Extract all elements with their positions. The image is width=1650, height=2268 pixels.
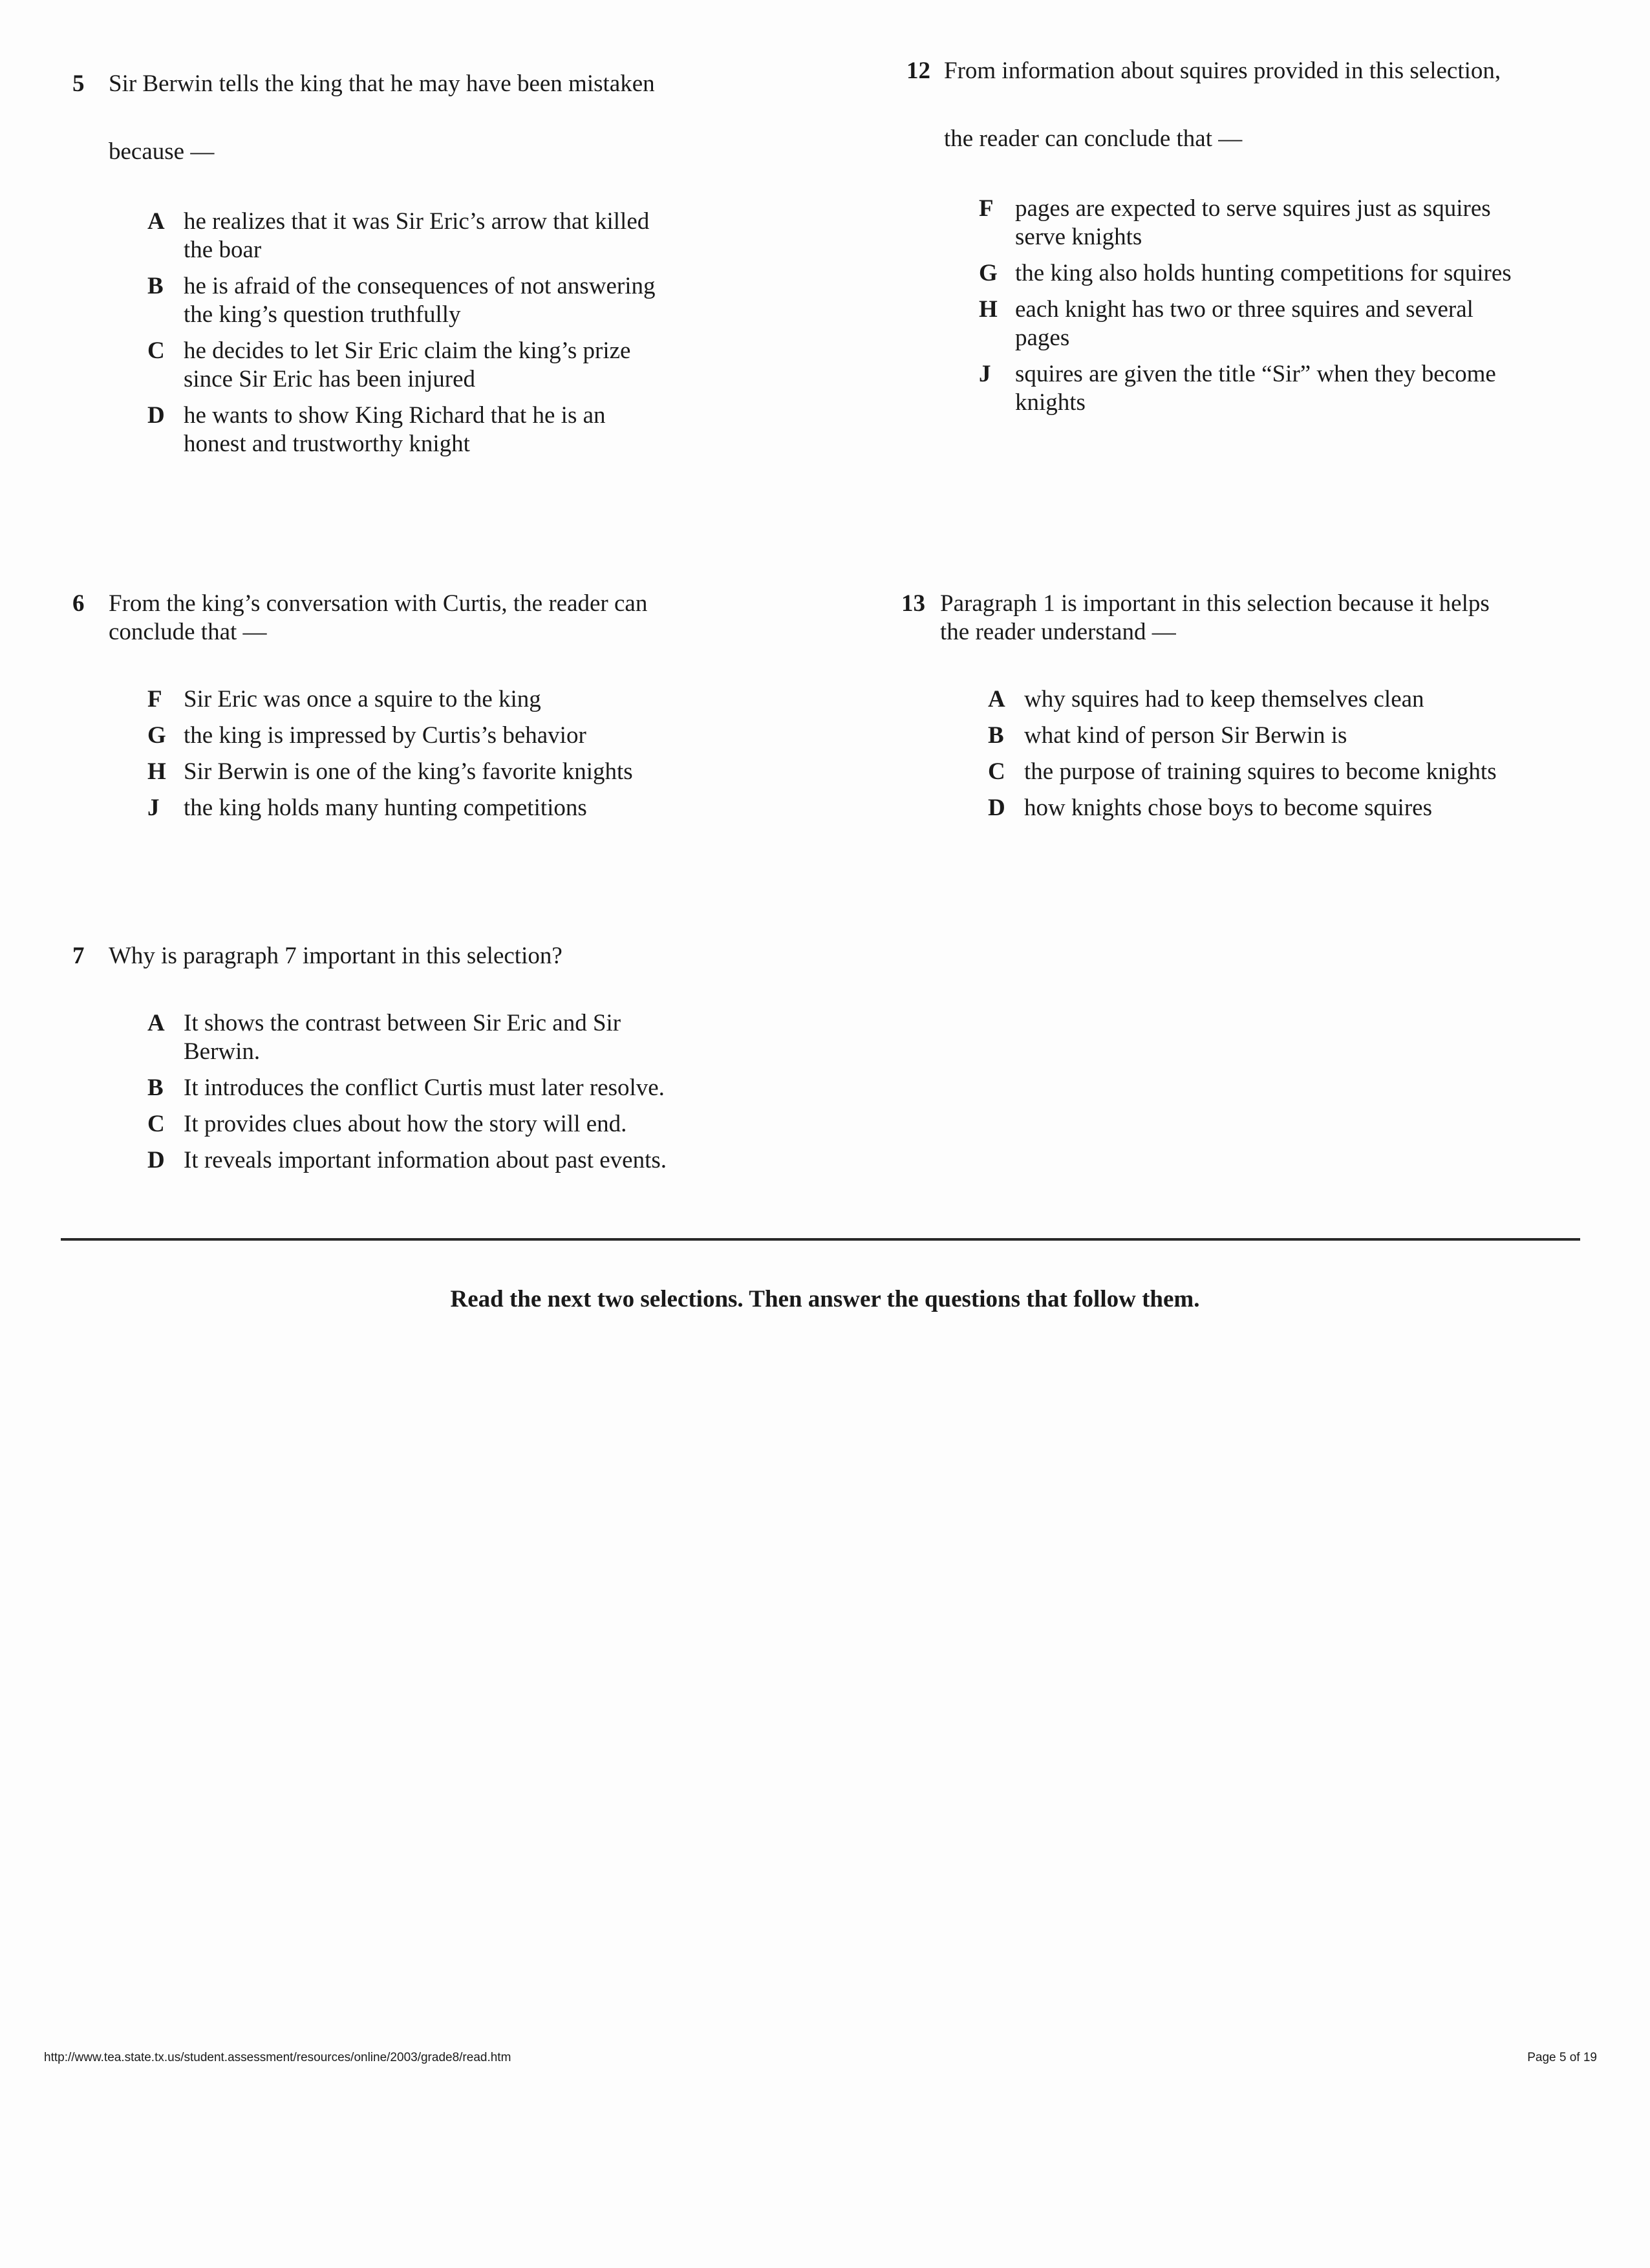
option-letter: F [979, 195, 994, 222]
option-text-line: how knights chose boys to become squires [1024, 795, 1432, 821]
option-text-line: honest and trustworthy knight [184, 431, 470, 457]
answer-option-h[interactable] [979, 295, 1618, 352]
option-text-line: It provides clues about how the story will end. [184, 1111, 627, 1137]
answer-option-a[interactable] [147, 208, 745, 264]
answer-option-d[interactable] [988, 794, 1619, 822]
answer-option-b[interactable] [147, 272, 745, 329]
option-text-line: Sir Berwin is one of the king’s favorite knights [184, 758, 633, 785]
option-letter: G [147, 722, 166, 749]
option-text-line: Sir Eric was once a squire to the king [184, 686, 541, 712]
answer-option-d[interactable] [147, 401, 745, 458]
option-letter: C [147, 337, 165, 364]
option-text-line: It introduces the conflict Curtis must later resolve. [184, 1075, 665, 1101]
question-stem [72, 590, 745, 647]
option-letter: D [147, 402, 165, 429]
question-stem [906, 57, 1618, 153]
option-text-line: the king is impressed by Curtis’s behavior [184, 722, 586, 749]
question-stem-line: the reader understand — [940, 619, 1176, 645]
question-number: 6 [72, 590, 85, 617]
option-text-line: the purpose of training squires to become knights [1024, 758, 1497, 785]
option-text-line: serve knights [1015, 224, 1142, 250]
answer-options [906, 195, 1618, 417]
option-text-line: the king also holds hunting competitions for squires [1015, 260, 1512, 286]
option-letter: F [147, 686, 162, 712]
option-letter: J [147, 795, 160, 821]
option-text-line: why squires had to keep themselves clean [1024, 686, 1424, 712]
answer-option-c[interactable] [147, 337, 745, 394]
answer-option-f[interactable] [147, 685, 745, 714]
question-stem [72, 70, 745, 166]
option-text-line: Berwin. [184, 1038, 261, 1065]
option-letter: C [147, 1111, 165, 1137]
question-number: 12 [906, 58, 930, 84]
question-number: 7 [72, 943, 85, 969]
question-stem-line: From the king’s conversation with Curtis, the reader can [109, 590, 648, 617]
question-stem-line: From information about squires provided in this selection, [944, 58, 1501, 84]
section-divider [61, 1238, 1580, 1241]
question-stem-line: because — [109, 138, 215, 165]
question-stem-line: Paragraph 1 is important in this selection because it helps [940, 590, 1490, 617]
option-letter: H [979, 296, 998, 323]
option-text-line: he decides to let Sir Eric claim the king’s prize [184, 337, 631, 364]
question-stem-line: Why is paragraph 7 important in this selection? [109, 943, 562, 969]
option-text-line: the king’s question truthfully [184, 301, 461, 328]
option-text-line: the boar [184, 237, 262, 263]
question-stem-line: the reader can conclude that — [944, 125, 1243, 152]
option-text-line: squires are given the title “Sir” when they become [1015, 361, 1496, 387]
option-text-line: It reveals important information about past events. [184, 1147, 667, 1173]
answer-option-h[interactable] [147, 758, 745, 786]
answer-option-g[interactable] [147, 722, 745, 750]
answer-option-a[interactable] [147, 1009, 745, 1066]
answer-option-a[interactable] [988, 685, 1619, 714]
question-number: 13 [901, 590, 925, 617]
option-letter: B [988, 722, 1004, 749]
answer-option-j[interactable] [147, 794, 745, 822]
option-text-line: he realizes that it was Sir Eric’s arrow that killed [184, 208, 650, 235]
answer-options [72, 1009, 745, 1175]
option-letter: H [147, 758, 166, 785]
footer-url: http://www.tea.state.tx.us/student.assessment/resources/online/2003/grade8/read.htm [44, 2051, 511, 2064]
answer-option-d[interactable] [147, 1146, 745, 1175]
answer-option-b[interactable] [147, 1074, 745, 1102]
question-number: 5 [72, 70, 85, 97]
option-letter: B [147, 273, 164, 299]
option-letter: D [147, 1147, 165, 1173]
option-text-line: he is afraid of the consequences of not answering [184, 273, 656, 299]
option-text-line: It shows the contrast between Sir Eric and Sir [184, 1010, 621, 1036]
option-text-line: what kind of person Sir Berwin is [1024, 722, 1347, 749]
question-6 [72, 590, 745, 830]
answer-option-j[interactable] [979, 360, 1618, 417]
question-stem [72, 942, 745, 970]
answer-option-g[interactable] [979, 259, 1618, 288]
answer-option-b[interactable] [988, 722, 1619, 750]
answer-option-c[interactable] [147, 1110, 745, 1139]
option-text-line: knights [1015, 389, 1086, 416]
answer-options [72, 208, 745, 458]
question-stem-line: Sir Berwin tells the king that he may have been mistaken [109, 70, 655, 97]
question-stem [901, 590, 1619, 647]
page-number: Page 5 of 19 [1527, 2051, 1597, 2064]
option-text-line: pages [1015, 325, 1070, 351]
question-13 [901, 590, 1619, 830]
option-letter: D [988, 795, 1005, 821]
option-text-line: since Sir Eric has been injured [184, 366, 476, 392]
option-text-line: the king holds many hunting competitions [184, 795, 587, 821]
question-12 [906, 57, 1618, 425]
question-5 [72, 70, 745, 466]
option-letter: B [147, 1075, 164, 1101]
option-letter: A [147, 1010, 165, 1036]
answer-options [72, 685, 745, 822]
option-letter: G [979, 260, 998, 286]
option-text-line: pages are expected to serve squires just as squires [1015, 195, 1491, 222]
section-instruction: Read the next two selections. Then answer the questions that follow them. [450, 1286, 1200, 1312]
option-letter: A [147, 208, 165, 235]
question-stem-line: conclude that — [109, 619, 267, 645]
option-text-line: he wants to show King Richard that he is an [184, 402, 606, 429]
option-letter: A [988, 686, 1005, 712]
option-letter: J [979, 361, 991, 387]
question-7 [72, 942, 745, 1182]
option-letter: C [988, 758, 1005, 785]
option-text-line: each knight has two or three squires and several [1015, 296, 1473, 323]
answer-option-c[interactable] [988, 758, 1619, 786]
answer-options [901, 685, 1619, 822]
answer-option-f[interactable] [979, 195, 1618, 251]
